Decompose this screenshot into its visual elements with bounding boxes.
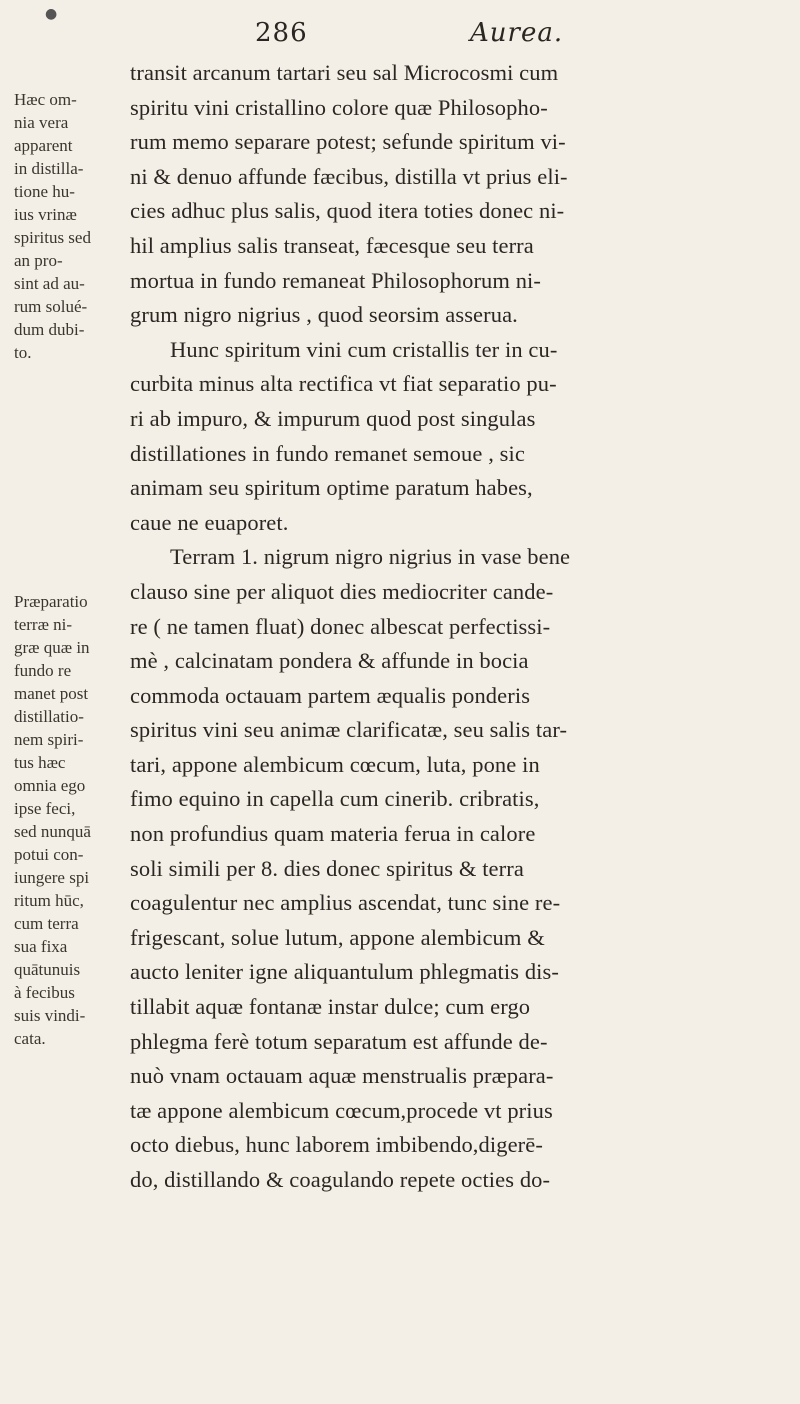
margin-note-line: sed nunquā xyxy=(14,822,91,841)
margin-note-line: sint ad au- xyxy=(14,274,85,293)
text-line: curbita minus alta rectifica vt fiat separatio pu- xyxy=(130,371,557,397)
text-line: do, distillando & coagulando repete octies do- xyxy=(130,1167,551,1192)
margin-note-line: an pro- xyxy=(14,251,63,270)
margin-note-line: nia vera xyxy=(14,113,69,132)
text-line: fimo equino in capella cum cinerib. cribratis, xyxy=(130,786,540,812)
margin-note-line: Præparatio xyxy=(14,592,88,611)
body-text xyxy=(130,56,780,1198)
margin-note-line: ipse feci, xyxy=(14,799,76,818)
text-line: cies adhuc plus salis, quod itera toties donec ni- xyxy=(130,198,565,224)
margin-note-line: tione hu- xyxy=(14,182,75,201)
text-line: mè , calcinatam pondera & affunde in bocia xyxy=(130,648,529,674)
margin-note-line: potui con- xyxy=(14,845,84,864)
text-line: commoda octauam partem æqualis ponderis xyxy=(130,682,531,708)
margin-note-line: cata. xyxy=(14,1029,46,1048)
text-line: spiritus vini seu animæ clarificatæ, seu salis tar- xyxy=(130,717,568,743)
text-line: transit arcanum tartari seu sal Microcosmi cum xyxy=(130,60,559,85)
text-line: tillabit aquæ fontanæ instar dulce; cum ergo xyxy=(130,994,531,1020)
margin-note-line: manet post xyxy=(14,684,89,703)
margin-note-line: ius vrinæ xyxy=(14,205,77,224)
text-line: tari, appone alembicum cœcum, luta, pone in xyxy=(130,751,540,777)
page-header xyxy=(255,18,715,58)
text-line: clauso sine per aliquot dies mediocriter cande- xyxy=(130,578,554,604)
ornament-mark: ● xyxy=(45,6,58,22)
margin-note-line: Hæc om- xyxy=(14,90,77,109)
margin-note-distillation xyxy=(14,88,126,364)
text-line: soli simili per 8. dies donec spiritus & terra xyxy=(130,855,524,881)
margin-note-line: suis vindi- xyxy=(14,1006,86,1025)
margin-note-line: græ quæ in xyxy=(14,638,90,657)
margin-note-line: cum terra xyxy=(14,914,79,933)
margin-note-line: rum solué- xyxy=(14,297,88,316)
margin-note-line: apparent xyxy=(14,136,73,155)
text-line: caue ne euaporet. xyxy=(130,509,289,535)
margin-note-line: nem spiri- xyxy=(14,730,84,749)
text-line: animam seu spiritum optime paratum habes, xyxy=(130,475,533,501)
text-line: frigescant, solue lutum, appone alembicum & xyxy=(130,924,545,950)
text-line: tæ appone alembicum cœcum,procede vt prius xyxy=(130,1097,553,1123)
text-line: ni & denuo affunde fæcibus, distilla vt prius eli- xyxy=(130,163,568,189)
text-line: spiritu vini cristallino colore quæ Philosopho- xyxy=(130,94,548,120)
text-line: re ( ne tamen fluat) donec albescat perfectissi- xyxy=(130,613,551,639)
text-line: nuò vnam octauam aquæ menstrualis præpara- xyxy=(130,1063,554,1089)
text-line: phlegma ferè totum separatum est affunde de- xyxy=(130,1028,548,1054)
page-number: 286 xyxy=(255,18,308,48)
running-head: Aurea. xyxy=(470,18,564,48)
margin-note-line: à fecibus xyxy=(14,983,75,1002)
text-line: octo diebus, hunc laborem imbibendo,digerē- xyxy=(130,1132,543,1158)
text-line: grum nigro nigrius , quod seorsim asserua. xyxy=(130,302,518,328)
text-line: non profundius quam materia ferua in calore xyxy=(130,821,536,847)
margin-note-line: iungere spi xyxy=(14,868,90,887)
margin-note-line: sua fixa xyxy=(14,937,68,956)
text-line: ri ab impuro, & impurum quod post singulas xyxy=(130,405,536,431)
margin-note-line: quātunuis xyxy=(14,960,81,979)
margin-note-line: in distilla- xyxy=(14,159,84,178)
margin-note-line: ritum hūc, xyxy=(14,891,84,910)
margin-note-line: spiritus sed xyxy=(14,228,91,247)
margin-note-line: tus hæc xyxy=(14,753,66,772)
margin-note-line: dum dubi- xyxy=(14,320,85,339)
margin-note-line: omnia ego xyxy=(14,776,86,795)
margin-note-preparation xyxy=(14,590,126,1050)
text-line: distillationes in fundo remanet semoue , sic xyxy=(130,440,525,466)
text-line: hil amplius salis transeat, fæcesque seu terra xyxy=(130,232,534,258)
margin-note-line: to. xyxy=(14,343,32,362)
margin-note-line: distillatio- xyxy=(14,707,84,726)
text-line: Terram 1. nigrum nigro nigrius in vase bene xyxy=(170,544,571,570)
text-line: mortua in fundo remaneat Philosophorum ni- xyxy=(130,267,542,293)
margin-note-line: terræ ni- xyxy=(14,615,73,634)
text-line: coagulentur nec amplius ascendat, tunc sine re- xyxy=(130,890,561,916)
text-line: rum memo separare potest; sefunde spiritum vi- xyxy=(130,129,566,155)
margin-note-line: fundo re xyxy=(14,661,72,680)
text-line: Hunc spiritum vini cum cristallis ter in cu- xyxy=(170,336,558,362)
text-line: aucto leniter igne aliquantulum phlegmatis dis- xyxy=(130,959,559,985)
